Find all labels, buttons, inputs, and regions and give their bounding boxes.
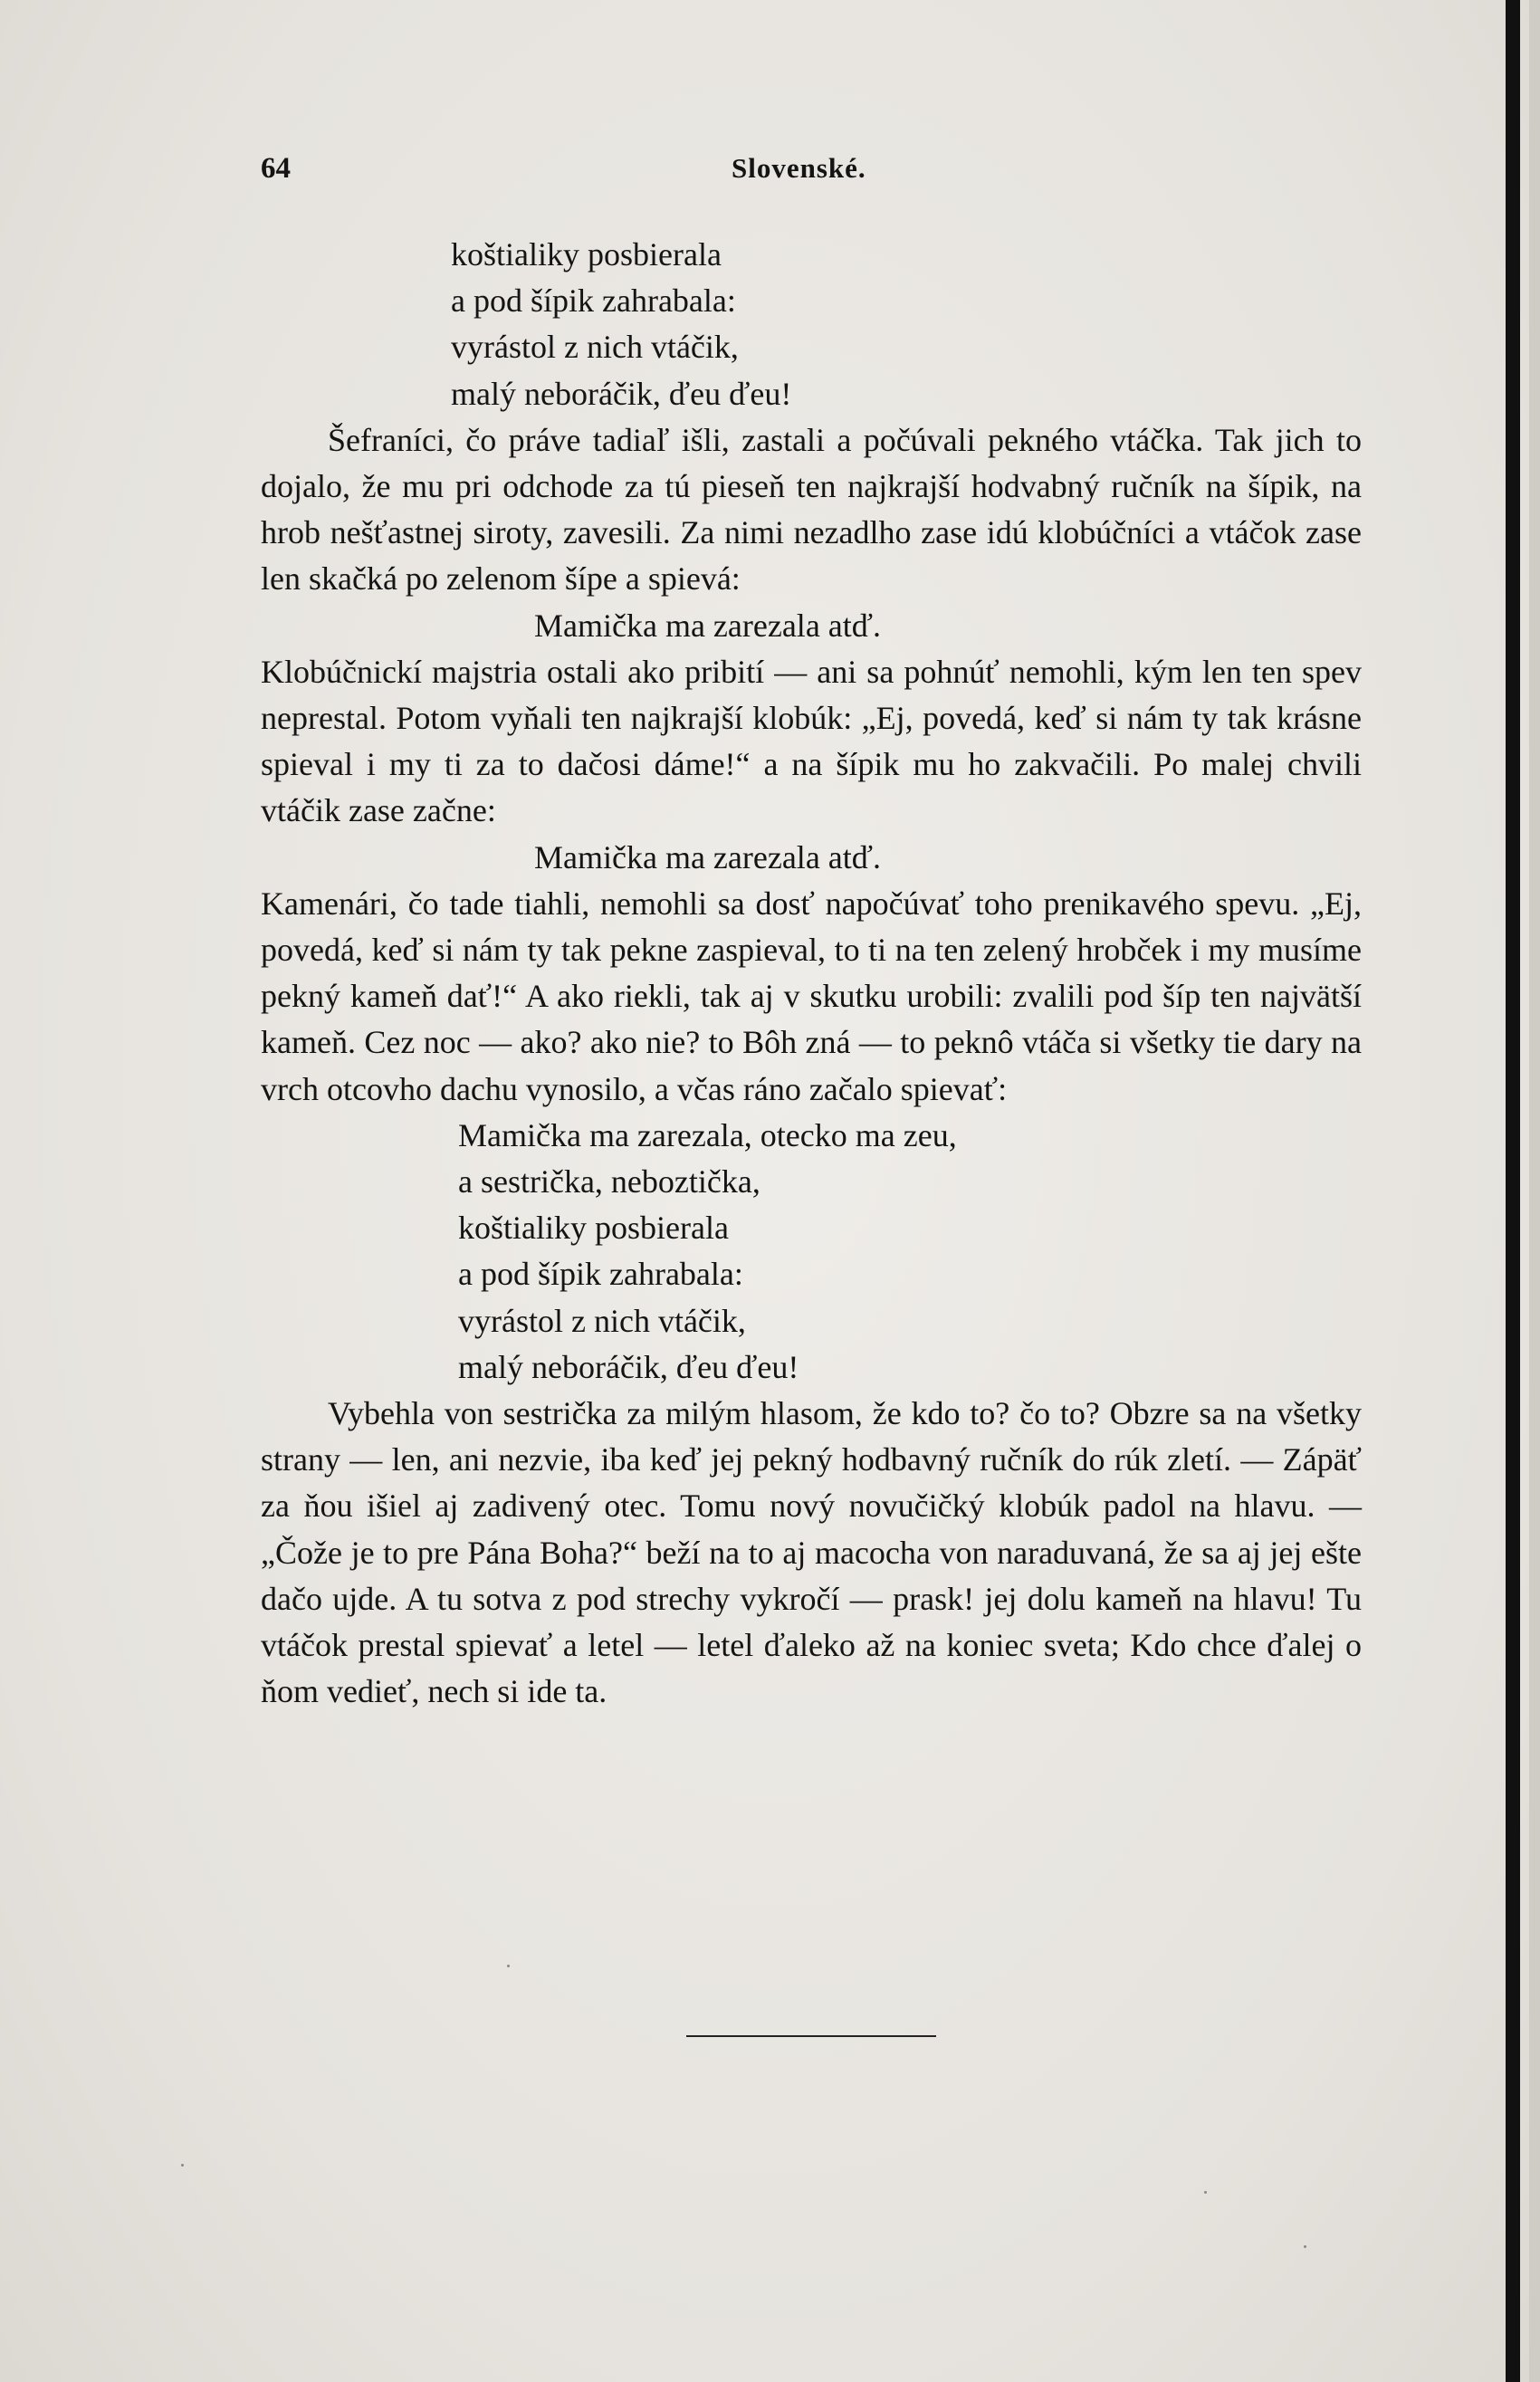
verse-line: a pod šípik zahrabala: [451,282,736,320]
scan-edge-light [1529,0,1540,2382]
verse-line: a sestrička, neboztička, [458,1163,760,1201]
running-title: Slovenské. [732,152,866,184]
verse-block-1 [451,232,1362,417]
end-rule [686,2035,936,2037]
scan-speck [507,1965,510,1967]
page-number: 64 [261,152,291,185]
paragraph-sefranici: Šefraníci, čo práve tadiaľ išli, zastali a počúvali pekného vtáčka. Tak jich to dojalo, že mu pri odchode za tú pieseň ten najkrajší hodvabný ručník na šípik, na hrob nešťastnej siroty, zavesili. Za nimi nezadlho zase idú klobúčníci a vtáčok zase len skačká po zelenom šípe a spievá: [261,421,1362,598]
verse-block-2 [458,1113,1362,1391]
scan-speck [181,2164,184,2167]
verse-line: malý neboráčik, ďeu ďeu! [458,1348,799,1385]
verse-line: koštialiky posbierala [458,1210,729,1247]
refrain-line-2: Mamička ma zarezala atď. [534,838,882,875]
scan-speck [1304,2245,1306,2248]
paragraph-kamenari: Kamenári, čo tade tiahli, nemohli sa dosť napočúvať toho prenikavého spevu. „Ej, povedá, keď si nám ty tak pekne zaspieval, to ti na ten zelený hrobček i my musíme pekný kameň dať!“ A ako riekli, tak aj v skutku urobili: zvalili pod šíp ten najvätší kameň. Cez noc — ako? ako nie? to Bôh zná — to peknô vtáča si všetky tie dary na vrch otcovho dachu vynosilo, a včas ráno začalo spievať: [261,885,1362,1107]
verse-line: Mamička ma zarezala, otecko ma zeu, [458,1116,957,1153]
verse-line: vyrástol z nich vtáčik, [451,329,739,366]
verse-line: malý neboráčik, ďeu ďeu! [451,375,792,412]
paragraph-ending: Vybehla von sestrička za milým hlasom, že kdo to? čo to? Obzre sa na všetky strany — len, ani nezvie, iba keď jej pekný hodbavný ručník do rúk zletí. — Zápäť za ňou išiel aj zadivený otec. Tomu nový novučičký klobúk padol na hlavu. — „Čože je to pre Pána Boha?“ beží na to aj macocha von naraduvaná, že sa aj jej ešte dačo ujde. A tu sotva z pod strechy vykročí — prask! jej dolu kameň na hlavu! Tu vtáčok prestal spievať a letel — letel ďaleko až na koniec sveta; Kdo chce ďalej o ňom vedieť, nech si ide ta. [261,1395,1362,1710]
page-header [261,152,1361,197]
verse-line: vyrástol z nich vtáčik, [458,1302,746,1339]
scan-speck [1204,2191,1207,2194]
verse-line: koštialiky posbierala [451,236,722,273]
scan-edge-dark [1506,0,1520,2382]
refrain-line-1: Mamička ma zarezala atď. [534,607,882,644]
page-body [261,232,1362,1716]
verse-line: a pod šípik zahrabala: [458,1256,743,1293]
paragraph-klobucnici: Klobúčnickí majstria ostali ako pribití — ani sa pohnúť nemohli, kým len ten spev neprestal. Potom vyňali ten najkrajší klobúk: „Ej, povedá, keď si nám ty tak krásne spieval i my ti za to dačosi dáme!“ a na šípik mu ho zakvačili. Po malej chvili vtáčik zase začne: [261,653,1362,829]
